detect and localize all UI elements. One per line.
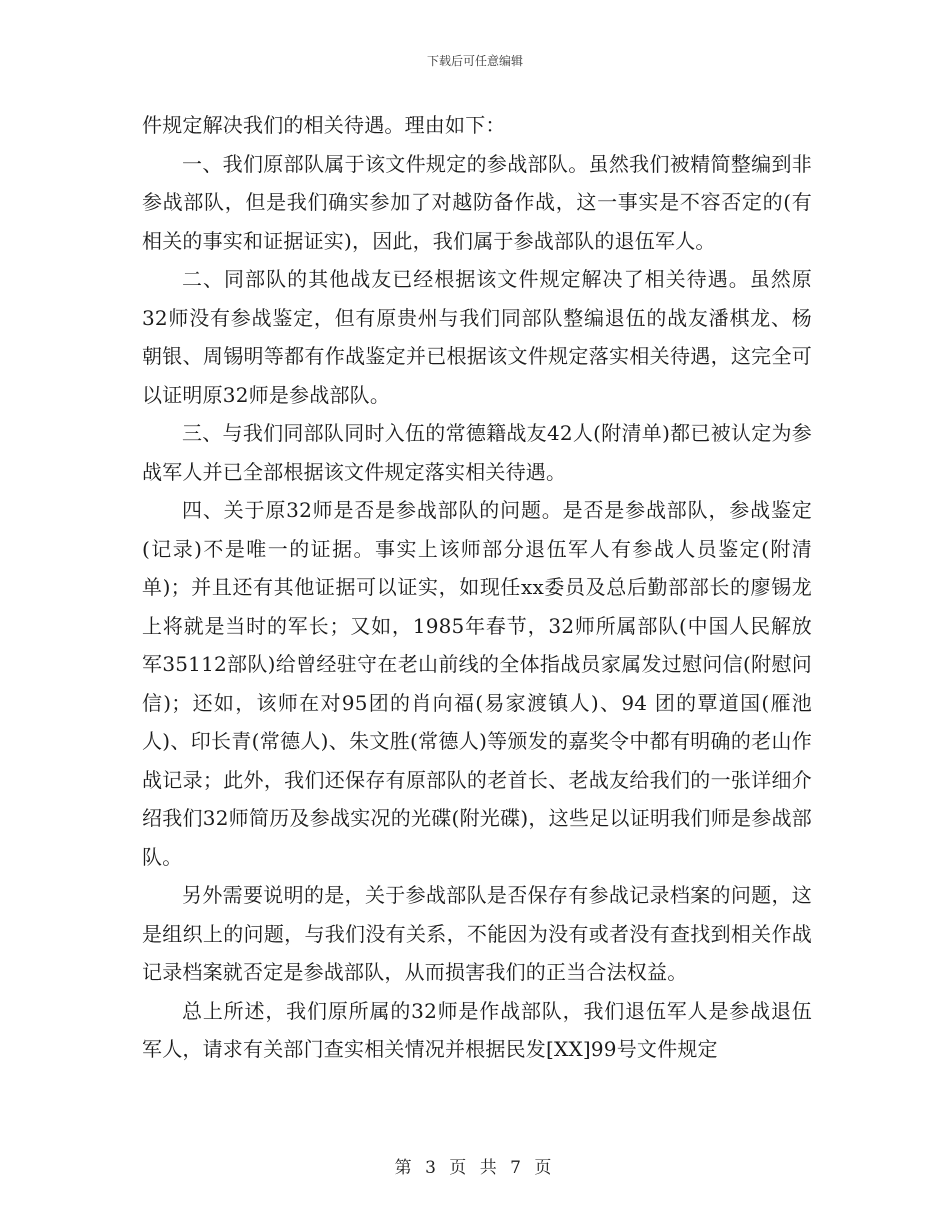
- paragraph-reason-4: 四、关于原32师是否是参战部队的问题。是否是参战部队，参战鉴定(记录)不是唯一的证据。事实上该师部分退伍军人有参战人员鉴定(附清单)；并且还有其他证据可以证实，如现任xx委员及总后勤部部长的廖锡龙上将就是当时的军长；又如，1985年春节，32师所属部队(中国人民解放军35112部队)给曾经驻守在老山前线的全体指战员家属发过慰问信(附慰问信)；还如，该师在对95团的肖向福(易家渡镇人)、94 团的覃道国(雁池人)、印长青(常德人)、朱文胜(常德人)等颁发的嘉奖令中都有明确的老山作战记录；此外，我们还保存有原部队的老首长、老战友给我们的一张详细介绍我们32师简历及参战实况的光碟(附光碟)，这些足以证明我们师是参战部队。: [142, 498, 812, 869]
- paragraph-additional-note: 另外需要说明的是，关于参战部队是否保存有参战记录档案的问题，这是组织上的问题，与我们没有关系，不能因为没有或者没有查找到相关作战记录档案就否定是参战部队，从而损害我们的正当合法权益。: [142, 883, 812, 984]
- paragraph-reason-1: 一、我们原部队属于该文件规定的参战部队。虽然我们被精简整编到非参战部队，但是我们确实参加了对越防备作战，这一事实是不容否定的(有相关的事实和证据证实)，因此，我们属于参战部队的退伍军人。: [142, 151, 812, 253]
- page-number: 第 3 页 共 7 页: [394, 1158, 556, 1178]
- paragraph-conclusion: 总上所述，我们原所属的32师是作战部队，我们退伍军人是参战退伍军人，请求有关部门查实相关情况并根据民发[XX]99号文件规定: [142, 998, 812, 1061]
- document-body: [142, 106, 812, 1069]
- page-header: 下载后可任意编辑: [426, 54, 523, 68]
- paragraph-reason-3: 三、与我们同部队同时入伍的常德籍战友42人(附清单)都已被认定为参战军人并已全部根据该文件规定落实相关待遇。: [142, 421, 812, 484]
- paragraph-continuation: 件规定解决我们的相关待遇。理由如下：: [142, 113, 506, 137]
- paragraph-reason-2: 二、同部队的其他战友已经根据该文件规定解决了相关待遇。虽然原32师没有参战鉴定，但有原贵州与我们同部队整编退伍的战友潘棋龙、杨朝银、周锡明等都有作战鉴定并已根据该文件规定落实相关待遇，这完全可以证明原32师是参战部队。: [142, 267, 812, 407]
